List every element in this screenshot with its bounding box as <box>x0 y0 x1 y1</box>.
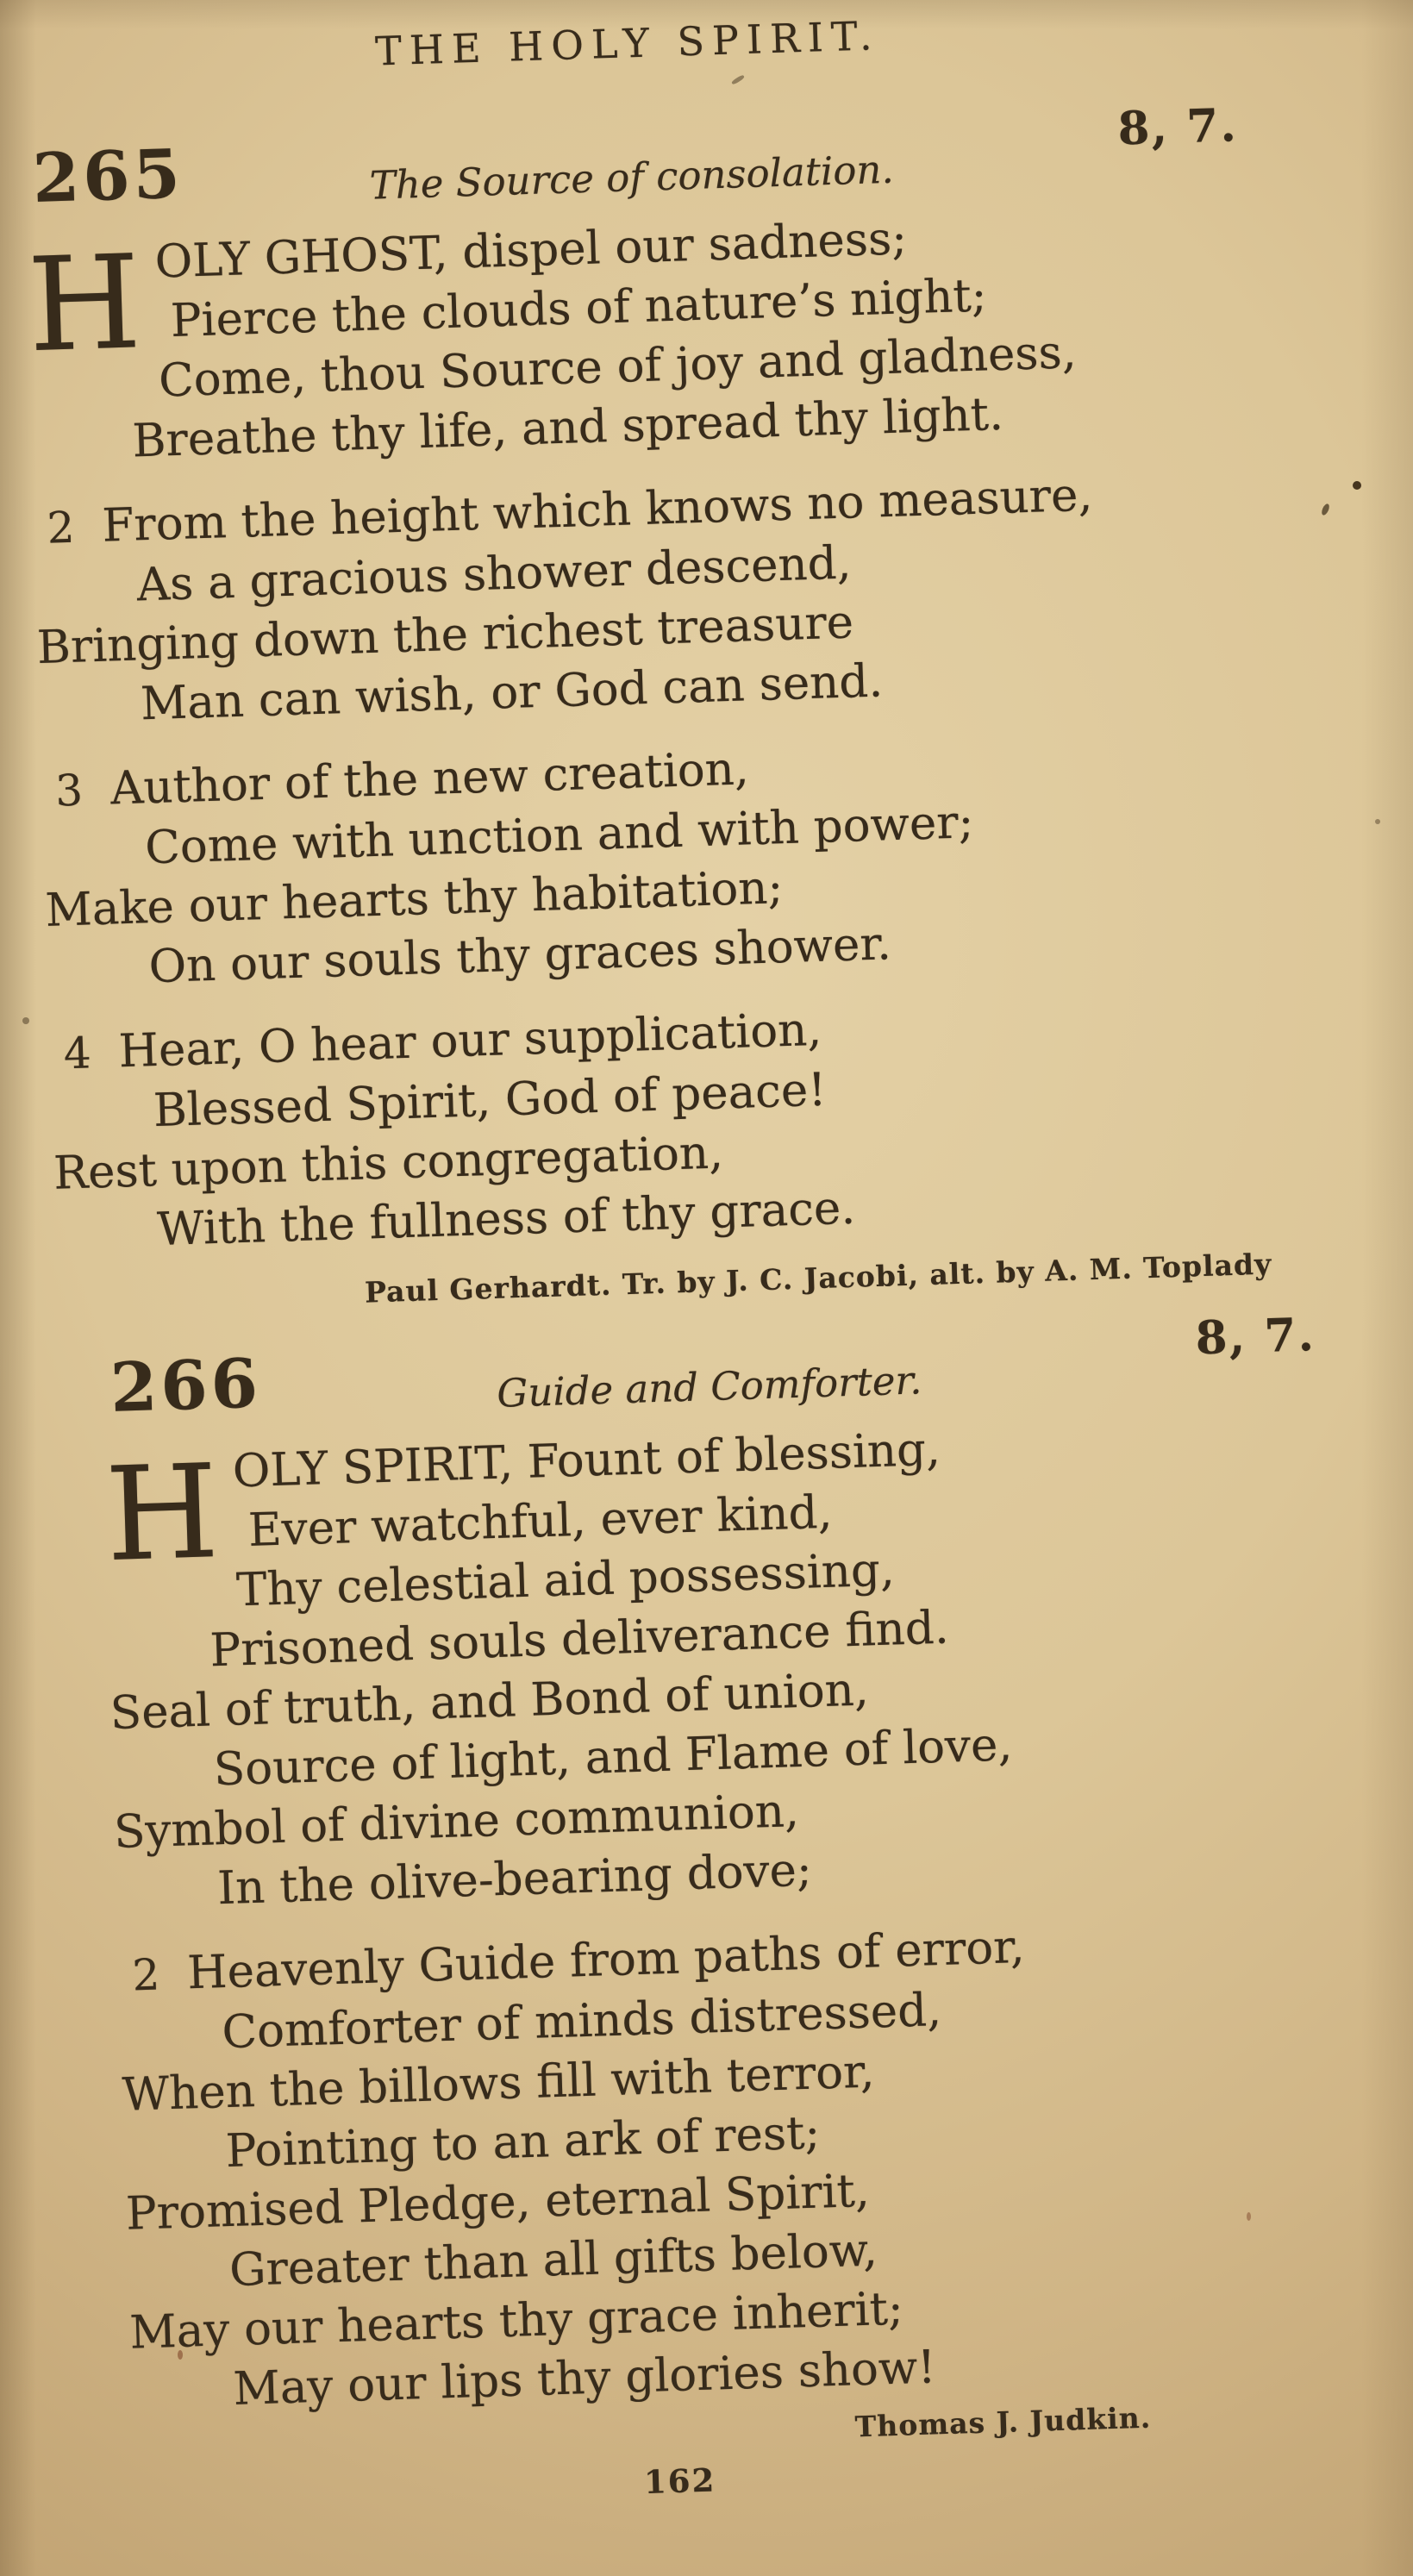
section-heading: THE HOLY SPIRIT. <box>374 12 881 75</box>
verse-line: Prisoned souls deliverance find. <box>209 1601 950 1678</box>
attribution: Thomas J. Judkin. <box>854 2400 1152 2444</box>
verse-line: Thy celestial aid possessing, <box>235 1543 896 1617</box>
verse-1 <box>24 198 1249 474</box>
verse-line: Come, thou Source of joy and gladness, <box>158 326 1078 408</box>
hymn-266 <box>99 1307 1352 2469</box>
attribution: Paul Gerhardt. Tr. by J. C. Jacobi, alt. by A. M. Toplady <box>364 1247 1272 1310</box>
drop-cap-initial: H <box>103 1437 222 1591</box>
hymn-number: 265 <box>31 134 185 219</box>
verse-2 <box>117 1908 1350 2423</box>
hymn-title: The Source of consolation. <box>368 146 895 209</box>
verse-line: Make our hearts thy habitation; <box>44 861 785 937</box>
verse-line: May our lips thy glories show! <box>232 2341 937 2416</box>
verse-line: On our souls thy graces shower. <box>147 917 892 994</box>
verse-line: Promised Pledge, eternal Spirit, <box>125 2164 871 2241</box>
verse-line: In the olive-bearing dove; <box>216 1843 813 1916</box>
verse-1 <box>102 1408 1335 1922</box>
verse-line: As a gracious shower descend, <box>135 536 853 612</box>
page-number: 162 <box>643 2460 716 2502</box>
verse-line: Rest upon this congregation, <box>53 1126 724 1200</box>
verse-line: Pointing to an ark of rest; <box>224 2106 822 2179</box>
verse-line: OLY GHOST, dispel our sadness; <box>153 212 908 289</box>
verse-line-text: Heavenly Guide from paths of error, <box>186 1920 1026 2000</box>
hymn-title: Guide and Comforter. <box>496 1357 923 1416</box>
verse-line: Seal of truth, and Bond of union, <box>109 1663 870 1741</box>
verse-line: With the fullness of thy grace. <box>156 1181 856 1257</box>
verse-3 <box>41 723 1266 1000</box>
verse-line: Source of light, and Flame of love, <box>213 1718 1014 1797</box>
verse-line: May our hearts thy grace inherit; <box>128 2282 904 2360</box>
verse-line: Symbol of divine communion, <box>113 1785 800 1860</box>
verse-line: OLY SPIRIT, Fount of blessing, <box>231 1422 941 1498</box>
verse-2 <box>33 460 1258 737</box>
hymn-meter: 8, 7. <box>1194 1307 1316 1366</box>
verse-line-text: Author of the new creation, <box>109 742 750 816</box>
verse-line-text: From the height which knows no measure, <box>101 468 1094 553</box>
verse-number: 2 <box>131 1949 161 2001</box>
verse-line: Comforter of minds distressed, <box>221 1984 942 2060</box>
hymn-number: 266 <box>109 1344 263 1428</box>
verse-number: 2 <box>46 502 76 553</box>
verse-line-text: Hear, O hear our supplication, <box>117 1003 823 1079</box>
hymn-meter: 8, 7. <box>1116 98 1239 156</box>
verse-line: Breathe thy life, and spread thy light. <box>131 387 1004 468</box>
verse-line: Pierce the clouds of nature’s night; <box>170 269 988 348</box>
verse-number: 3 <box>54 765 84 816</box>
verse-line: Bringing down the richest treasure <box>36 596 854 675</box>
verse-number: 4 <box>62 1028 92 1079</box>
hymn-265 <box>22 98 1276 1322</box>
drop-cap-initial: H <box>25 228 144 382</box>
verse-line: Ever watchful, ever kind, <box>247 1485 834 1557</box>
verse-line: Come with unction and with power; <box>144 796 975 875</box>
verse-line: Greater than all gifts below, <box>228 2223 878 2298</box>
verse-line: Blessed Spirit, God of peace! <box>152 1063 828 1138</box>
verse-4 <box>49 986 1274 1263</box>
verse-line: Man can wish, or God can send. <box>140 654 884 731</box>
verse-line: When the billows fill with terror, <box>121 2045 876 2122</box>
